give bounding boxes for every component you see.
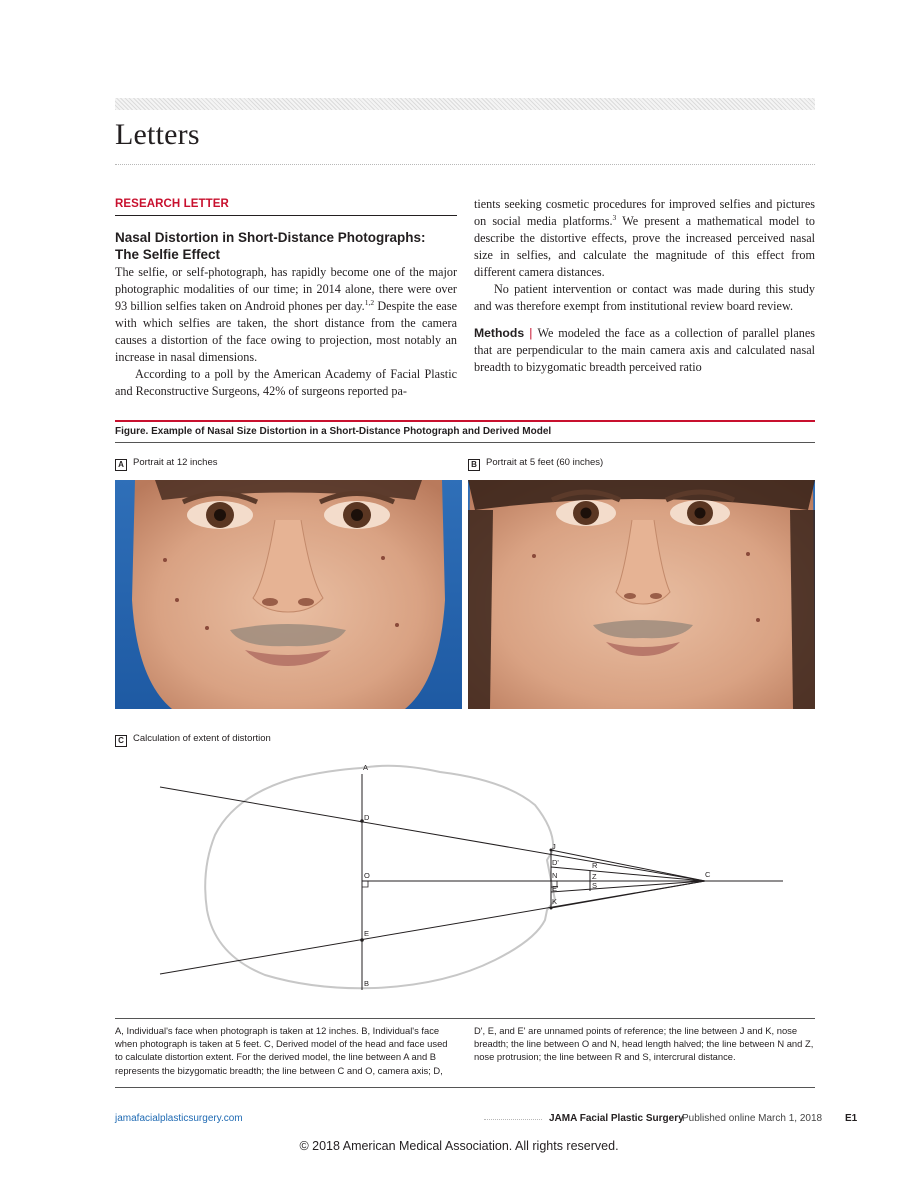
panel-a-label	[115, 457, 218, 471]
figure-title: Figure. Example of Nasal Size Distortion in a Short-Distance Photograph and Derived Model	[115, 426, 552, 437]
label-n: N	[552, 871, 558, 880]
point-e-dot	[360, 938, 364, 942]
ray-k	[551, 881, 705, 908]
page-number: E1	[845, 1113, 858, 1124]
distortion-diagram	[115, 750, 815, 1015]
continued-text-a: tients seeking cosmetic procedures for improved selfies and pictures on social media platforms.	[474, 197, 815, 228]
paragraph-continued	[474, 196, 815, 281]
paragraph-irb: No patient intervention or contact was made during this study and was therefore exempt from institutional review board review.	[474, 282, 815, 313]
footer-dot-leader	[484, 1119, 542, 1120]
article-title	[115, 229, 460, 263]
journal-name: JAMA Facial Plastic Surgery	[549, 1113, 684, 1124]
label-a: A	[363, 763, 369, 772]
category-rule	[115, 215, 457, 216]
panel-b-label	[468, 457, 603, 471]
label-e-prime: E'	[552, 884, 559, 893]
methods-separator: |	[524, 326, 538, 340]
label-d-prime: D'	[552, 858, 559, 867]
label-r: R	[592, 861, 598, 870]
panel-c-letter: C	[115, 735, 127, 747]
label-s: S	[592, 881, 598, 890]
paragraph-poll: According to a poll by the American Academy of Facial Plastic and Reconstructive Surgeons, 42% of surgeons reported pa-	[115, 367, 457, 398]
ray-upper	[160, 787, 705, 881]
methods-text: We modeled the face as a collection of parallel planes that are perpendicular to the main camera axis and calculated nasal breadth to bizygomatic breadth perceived ratio	[474, 326, 815, 374]
point-k-dot	[550, 907, 553, 910]
copyright-notice: © 2018 American Medical Association. All rights reserved.	[299, 1139, 619, 1153]
panel-a-text: Portrait at 12 inches	[133, 457, 218, 468]
header-divider	[115, 164, 815, 165]
article-category: RESEARCH LETTER	[115, 198, 229, 210]
panel-c-label	[115, 733, 271, 747]
ray-ep	[551, 881, 705, 892]
label-c: C	[705, 870, 711, 879]
portrait-a-illustration	[115, 480, 462, 709]
label-o: O	[364, 871, 370, 880]
right-column	[474, 196, 815, 376]
section-heading: Letters	[115, 118, 200, 151]
ray-j	[551, 850, 705, 881]
journal-url-link[interactable]: jamafacialplasticsurgery.com	[115, 1113, 243, 1124]
intro-text-b: Despite the ease with which selfies are taken, the short distance from the camera causes a distortion of the face owing to projection, most notably an increase in nasal dimensions.	[115, 299, 457, 364]
paragraph-intro	[115, 264, 457, 366]
methods-label: Methods	[474, 326, 525, 340]
caption-left: A, Individual's face when photograph is taken at 12 inches. B, Individual's face when photograph is taken at 5 feet. C, Derived model of the head and face used to calculate distortion extent. For the derived model, the line between A and B represents the bizygomatic breadth; the line between C and O, camera axis; D,	[115, 1025, 448, 1076]
ref-sup-1-2: 1,2	[364, 297, 375, 307]
head-outline	[205, 766, 558, 988]
portrait-b-illustration	[468, 480, 815, 709]
label-z: Z	[592, 872, 597, 881]
caption-right: D', E, and E' are unnamed points of reference; the line between J and K, nose breadth; the line between O and N, head length halved; the line between N and Z, nose protrusion; the line between R and S, intercrural distance.	[474, 1025, 814, 1063]
label-j: J	[552, 842, 556, 851]
distortion-diagram-svg	[115, 750, 815, 1015]
header-pattern-band	[115, 98, 815, 110]
label-e: E	[364, 929, 370, 938]
portrait-5-feet	[468, 480, 815, 709]
label-b: B	[364, 979, 370, 988]
continued-text-b: We present a mathematical model to describe the distortive effects, prove the increased perceived nasal size in selfies, and calculate the magnitude of this effect from different camera distances.	[474, 214, 815, 279]
figure-title-rule	[115, 442, 815, 443]
panel-b-letter: B	[468, 459, 480, 471]
title-line-1: Nasal Distortion in Short-Distance Photographs:	[115, 230, 426, 245]
label-d: D	[364, 813, 370, 822]
caption-bottom-rule	[115, 1087, 815, 1088]
ray-dp	[551, 867, 705, 881]
left-column	[115, 264, 457, 400]
caption-top-rule	[115, 1018, 815, 1019]
publication-date: Published online March 1, 2018	[682, 1113, 823, 1124]
intro-text-a: The selfie, or self-photograph, has rapidly become one of the major photographic modalities of our time; in 2014 alone, there were over 93 billion selfies taken on Android phones per day.	[115, 265, 457, 313]
figure-top-rule	[115, 420, 815, 422]
ref-sup-3: 3	[612, 212, 617, 222]
label-k: K	[552, 897, 558, 906]
title-line-2: The Selfie Effect	[115, 247, 221, 262]
panel-a-letter: A	[115, 459, 127, 471]
portrait-12-inches	[115, 480, 462, 709]
panel-c-text: Calculation of extent of distortion	[133, 733, 271, 744]
right-angle-o	[362, 881, 368, 887]
panel-b-text: Portrait at 5 feet (60 inches)	[486, 457, 604, 468]
paragraph-methods	[474, 325, 815, 376]
